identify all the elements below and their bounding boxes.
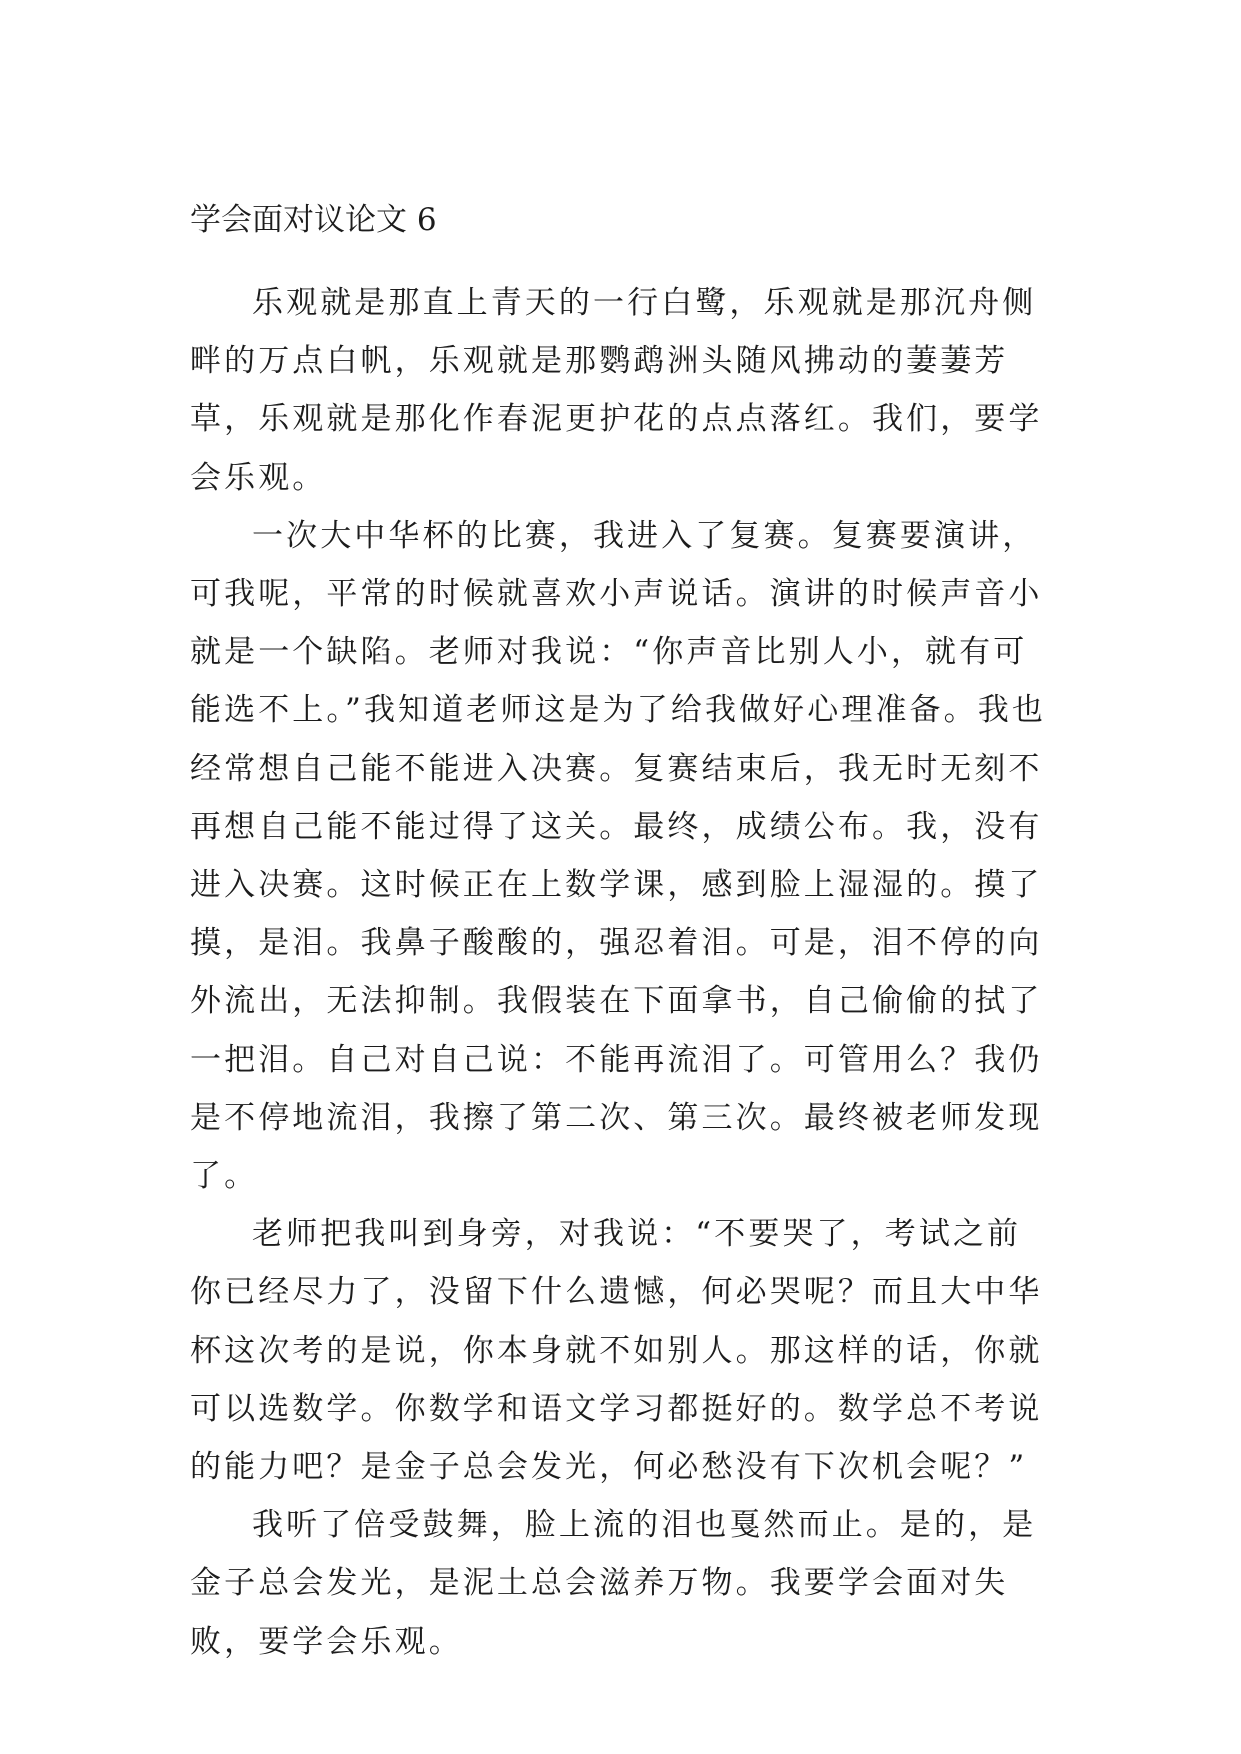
paragraph: 乐观就是那直上青天的一行白鹭，乐观就是那沉舟侧畔的万点白帆，乐观就是那鹦鹉洲头随风拂动的萋萋芳草，乐观就是那化作春泥更护花的点点落红。我们，要学会乐观。	[190, 285, 1043, 496]
paragraph: 一次大中华杯的比赛，我进入了复赛。复赛要演讲，可我呢，平常的时候就喜欢小声说话。演讲的时候声音小就是一个缺陷。老师对我说：“你声音比别人小，就有可能选不上。”我知道老师这是为了给我做好心理准备。我也经常想自己能不能进入决赛。复赛结束后，我无时无刻不再想自己能不能过得了这关。最终，成绩公布。我，没有进入决赛。这时候正在上数学课，感到脸上湿湿的。摸了摸，是泪。我鼻子酸酸的，强忍着泪。可是，泪不停的向外流出，无法抑制。我假装在下面拿书，自己偷偷的拭了一把泪。自己对自己说：不能再流泪了。可管用么？我仍是不停地流泪，我擦了第二次、第三次。最终被老师发现了。	[190, 517, 1046, 1195]
document-body	[190, 274, 1050, 1671]
paragraph: 我听了倍受鼓舞，脸上流的泪也戛然而止。是的，是金子总会发光，是泥土总会滋养万物。我要学会面对失败，要学会乐观。	[190, 1507, 1037, 1660]
paragraph: 老师把我叫到身旁，对我说：“不要哭了，考试之前你已经尽力了，没留下什么遗憾，何必哭呢？而且大中华杯这次考的是说，你本身就不如别人。那这样的话，你就可以选数学。你数学和语文学习都挺好的。数学总不考说的能力吧？是金子总会发光，何必愁没有下次机会呢？”	[190, 1216, 1043, 1486]
document-title: 学会面对议论文 6	[190, 202, 437, 238]
